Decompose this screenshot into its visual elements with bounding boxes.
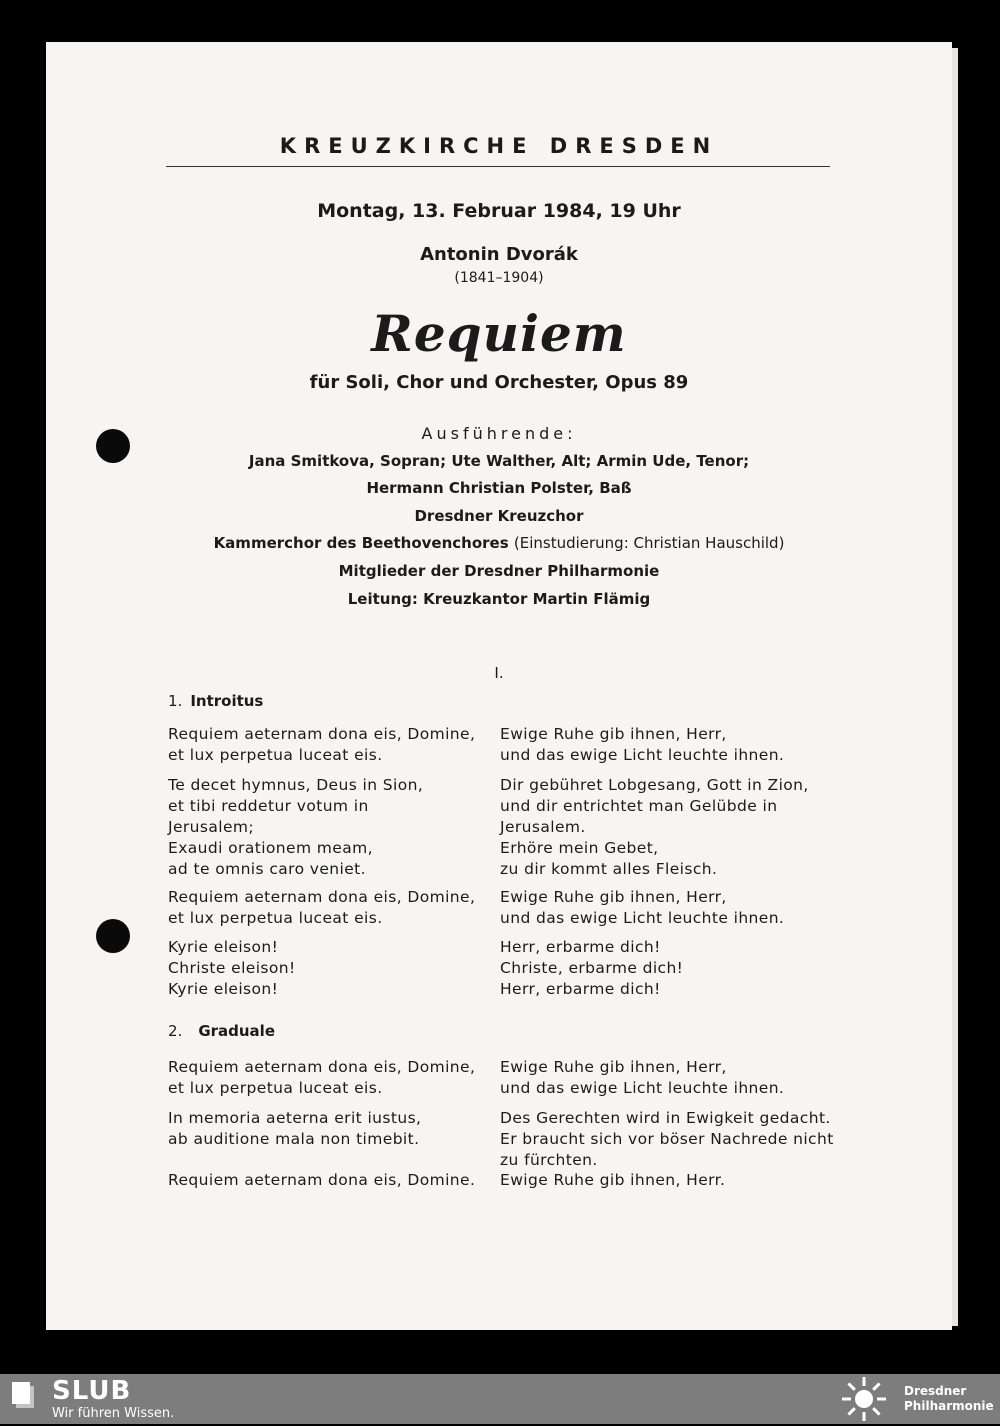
philharmonie-logo-icon[interactable] [840,1376,888,1422]
latin-stanza: Kyrie eleison! Christe eleison! Kyrie eleison! [168,938,296,998]
philharmonie-name-line2: Philharmonie [904,1399,994,1413]
section-number: 2. [168,1022,183,1040]
latin-stanza: In memoria aeterna erit iustus, ab auditione mala non timebit. [168,1109,422,1148]
performers-label: Ausführende: [421,424,577,443]
german-stanza: Ewige Ruhe gib ihnen, Herr, und das ewige Licht leuchte ihnen. [500,1058,785,1097]
work-title: Requiem [371,304,627,363]
page-edge [952,48,958,1326]
composer-years: (1841–1904) [454,270,544,286]
section-heading [168,1022,275,1040]
part-number: I. [494,664,504,682]
latin-stanza: Requiem aeternam dona eis, Domine, et lux perpetua luceat eis. [168,725,476,764]
latin-stanza: Requiem aeternam dona eis, Domine. [168,1171,476,1189]
performers-soloists: Jana Smitkova, Sopran; Ute Walther, Alt; Armin Ude, Tenor; [248,452,750,470]
page-title: KREUZKIRCHE DRESDEN [279,134,719,158]
slub-tagline: Wir führen Wissen. [52,1406,175,1421]
section-heading [168,692,263,710]
latin-stanza: Requiem aeternam dona eis, Domine, et lux perpetua luceat eis. [168,888,476,927]
german-stanza: Herr, erbarme dich! Christe, erbarme dich! Herr, erbarme dich! [500,938,684,998]
german-stanza: Ewige Ruhe gib ihnen, Herr. [500,1171,726,1189]
section-title: Introitus [190,692,264,710]
composer-name: Antonin Dvorák [420,244,578,265]
section-title: Graduale [198,1022,275,1040]
performers-chamber-choir [46,534,952,552]
performers-conductor: Leitung: Kreuzkantor Martin Flämig [347,590,651,608]
performers-choir: Dresdner Kreuzchor [414,507,584,525]
event-date: Montag, 13. Februar 1984, 19 Uhr [317,200,681,222]
performers-orchestra: Mitglieder der Dresdner Philharmonie [338,562,660,580]
footer-bar [0,1374,1000,1424]
header-divider [166,166,830,167]
performers-bass: Hermann Christian Polster, Baß [366,479,632,497]
german-stanza: Des Gerechten wird in Ewigkeit gedacht. Er braucht sich vor böser Nachrede nicht zu fürchten. [500,1109,834,1169]
latin-stanza: Requiem aeternam dona eis, Domine, et lux perpetua luceat eis. [168,1058,476,1097]
german-stanza: Ewige Ruhe gib ihnen, Herr, und das ewige Licht leuchte ihnen. [500,888,785,927]
punch-hole-top [96,429,130,463]
latin-stanza: Te decet hymnus, Deus in Sion, et tibi reddetur votum in Jerusalem; Exaudi orationem meam, ad te omnis caro veniet. [168,776,424,878]
slub-logo-text[interactable]: SLUB [52,1376,132,1406]
chamber-choir-name: Kammerchor des Beethovenchores [213,534,509,552]
work-subtitle: für Soli, Chor und Orchester, Opus 89 [309,372,689,393]
slub-logo-icon[interactable] [10,1378,40,1408]
section-number: 1. [168,692,183,710]
program-page [46,42,952,1330]
punch-hole-bottom [96,919,130,953]
chamber-choir-note: (Einstudierung: Christian Hauschild) [513,534,785,552]
german-stanza: Dir gebühret Lobgesang, Gott in Zion, und dir entrichtet man Gelübde in Jerusalem. Erhöre mein Gebet, zu dir kommt alles Fleisch. [500,776,809,878]
german-stanza: Ewige Ruhe gib ihnen, Herr, und das ewige Licht leuchte ihnen. [500,725,785,764]
philharmonie-name-line1: Dresdner [904,1384,967,1398]
